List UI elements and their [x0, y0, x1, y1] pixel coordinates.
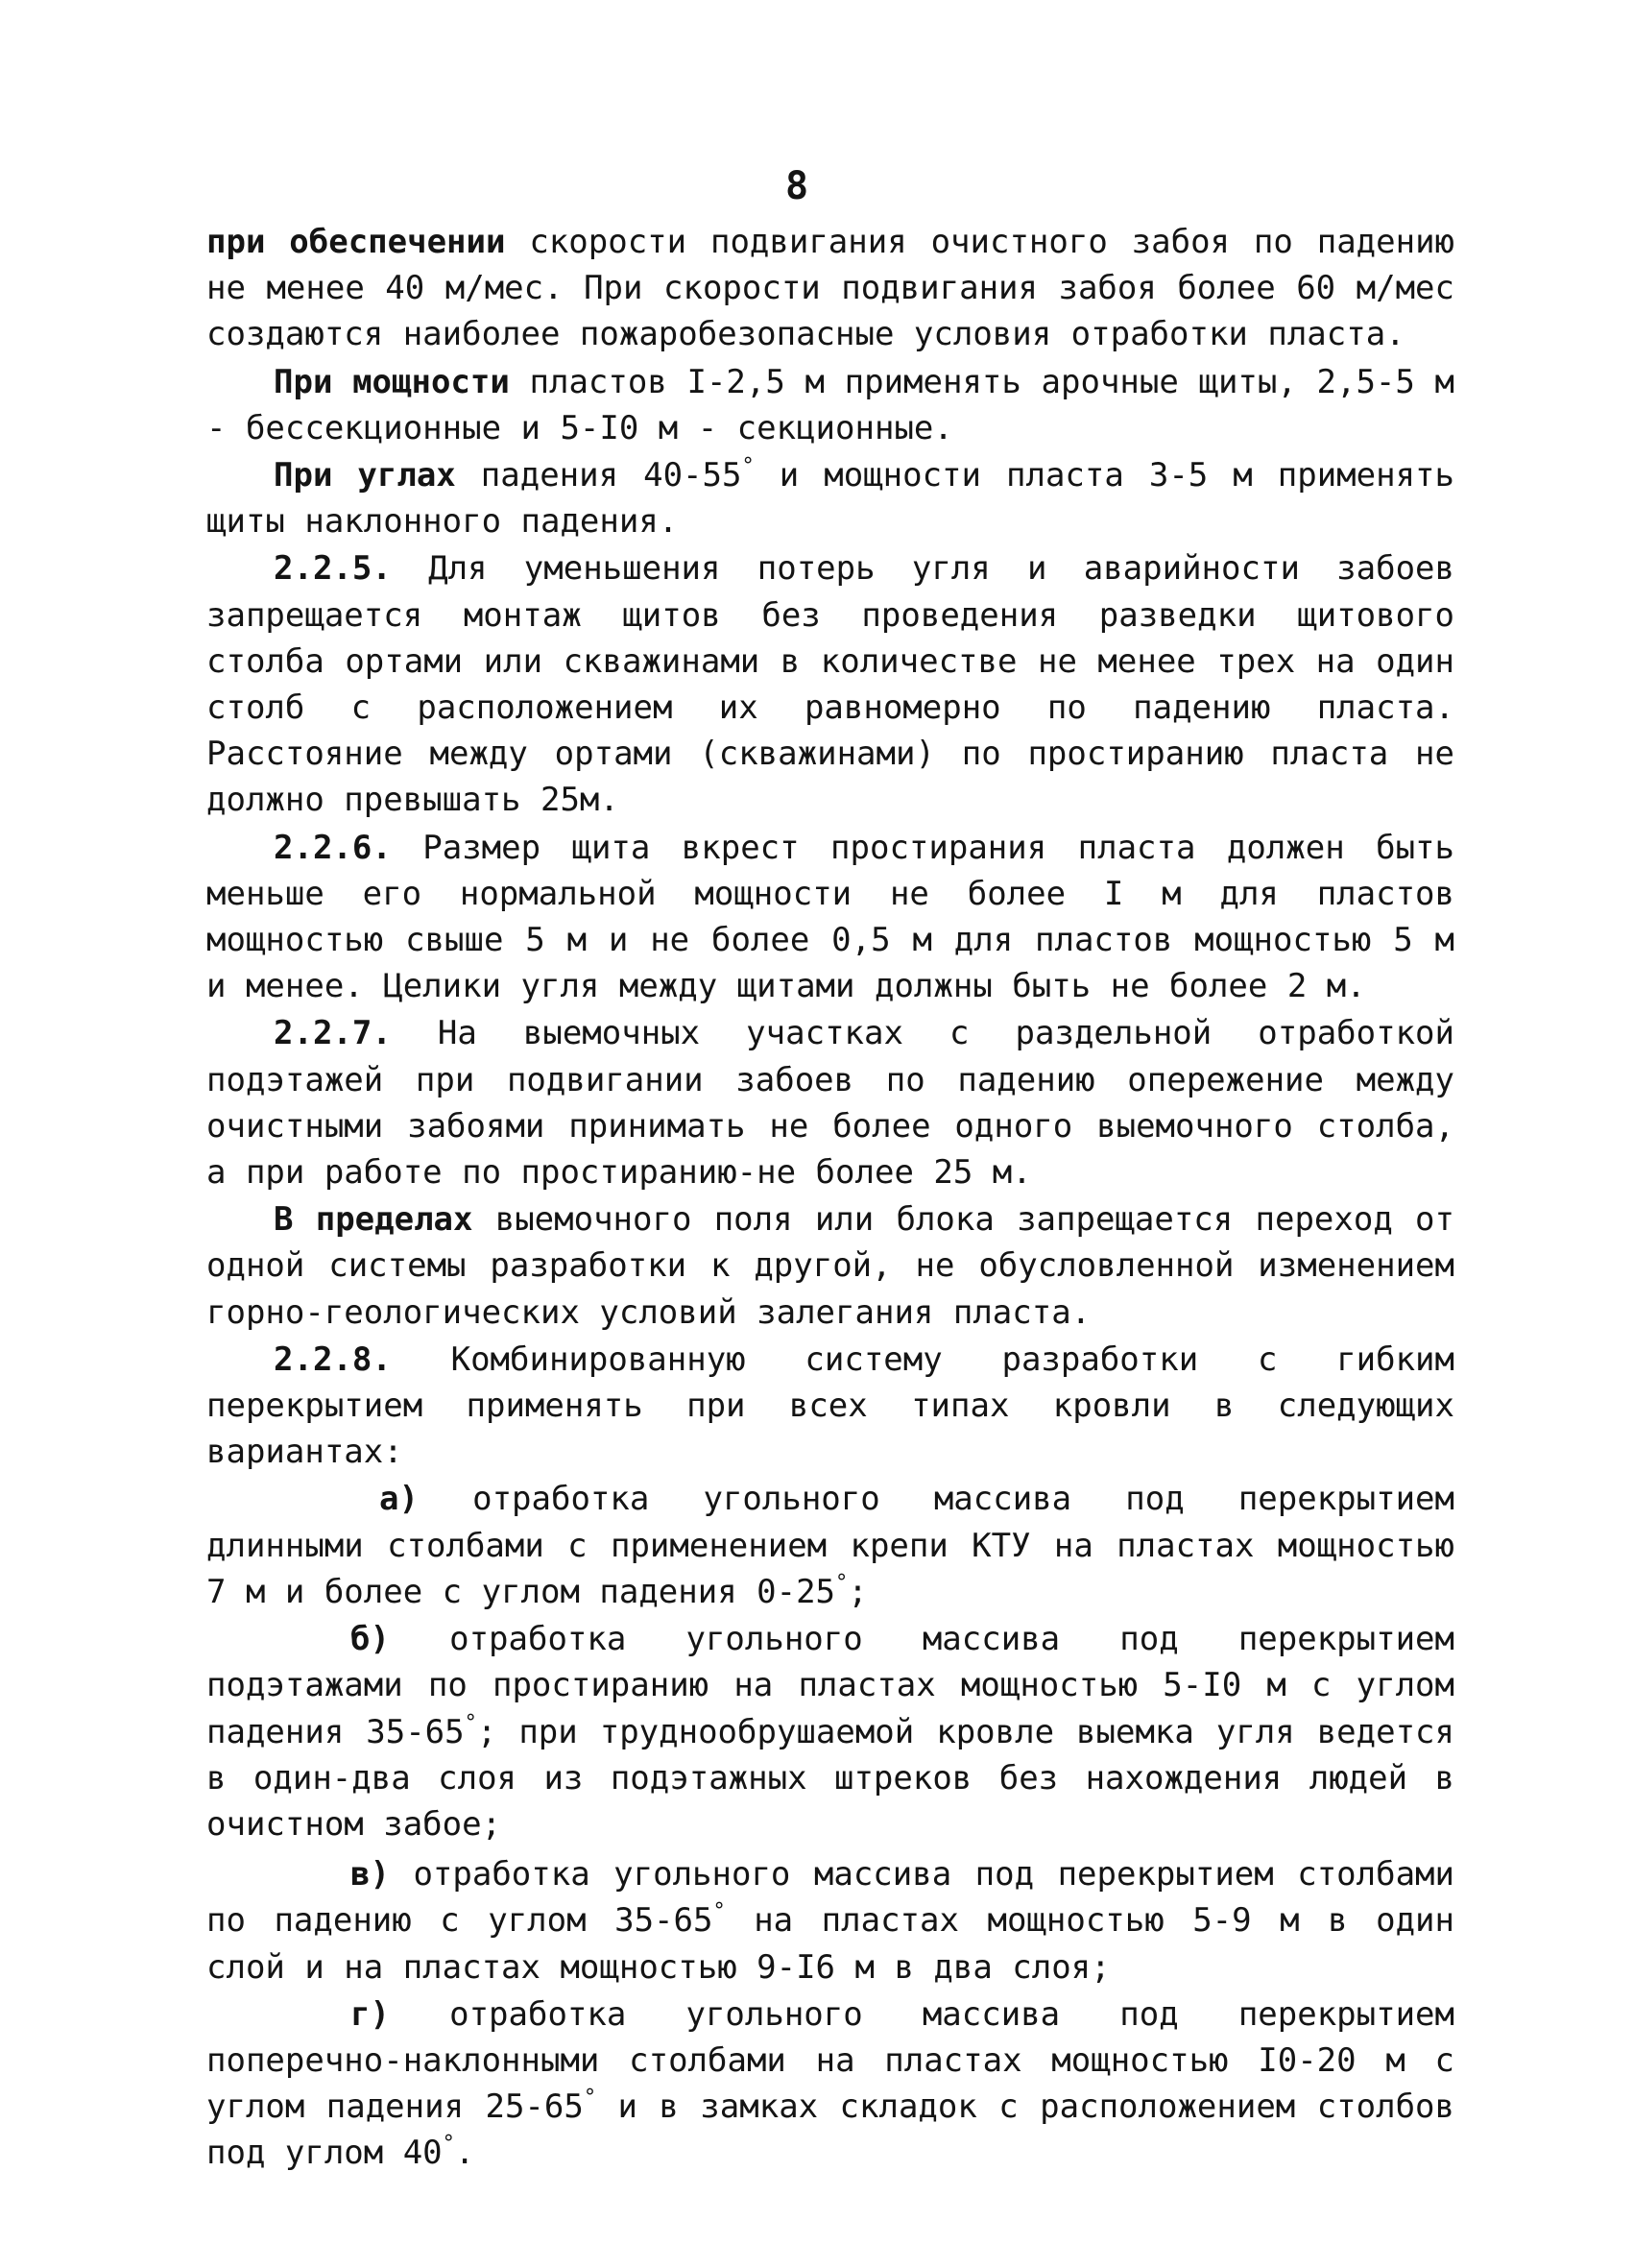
list-item-text: отработка угольного массива под перекрытием подэтажами по простиранию на пластах мощностью 5-I0 м с углом падения 35-65°; при труднообрушаемой кровле выемка угля ведется в один-два слоя из подэтажных штреков без нахождения людей в очистном забое; [206, 1620, 1454, 1844]
section-number: 2.2.5. [274, 549, 392, 589]
paragraph-text: Комбинированную систему разработки с гибким перекрытием применять при всех типах кровли в следующих вариантах: [206, 1339, 1454, 1472]
paragraph-system-change [206, 1196, 1454, 1336]
paragraph-text: скорости подвигания очистного забоя по падению не менее 40 м/мес. При скорости подвигания забоя более 60 м/мес создаются наиболее пожаробезопасные условия отработки пласта. [206, 223, 1455, 354]
section-number: 2.2.7. [274, 1014, 392, 1053]
degree-mark: ° [442, 2132, 455, 2157]
degree-mark: ° [741, 454, 755, 479]
list-item-text: отработка угольного массива под перекрытием поперечно-наклонными столбами на пластах мощностью I0-20 м с углом падения 25-65° и в замках складок с расположением столбов под углом 40°. [206, 1994, 1454, 2173]
list-item-v [206, 1851, 1454, 1991]
degree-mark: ° [835, 1570, 849, 1595]
paragraph-lead: При мощности [274, 362, 510, 401]
paragraph-2-2-6 [206, 825, 1454, 1010]
section-number: 2.2.8. [274, 1339, 392, 1379]
paragraph-2-2-7 [206, 1010, 1454, 1195]
paragraph-lead: При углах [274, 456, 456, 495]
paragraph-speed [206, 219, 1454, 358]
degree-mark: ° [712, 1899, 726, 1924]
paragraph-lead: В пределах [274, 1200, 473, 1240]
list-item-a [206, 1476, 1454, 1615]
paragraph-text: падения 40-55° и мощности пласта 3-5 м применять щиты наклонного падения. [206, 454, 1454, 542]
section-number: 2.2.6. [274, 828, 392, 867]
list-marker: а) [379, 1480, 419, 1519]
paragraph-text: Для уменьшения потерь угля и аварийности забоев запрещается монтаж щитов без проведения разведки щитового столба ортами или скважинами в количестве не менее трех на один столб с расположением их равномерно по падению пласта. Расстояние между ортами (скважинами) по простиранию пласта не должно превышать 25м. [206, 549, 1454, 820]
paragraph-text: пластов I-2,5 м применять арочные щиты, 2,5-5 м - бессекционные и 5-I0 м - секционные. [206, 362, 1455, 447]
paragraph-shield-types [206, 359, 1454, 451]
paragraph-inclined-shields [206, 452, 1454, 544]
list-marker: г) [350, 1994, 390, 2034]
list-item-text: отработка угольного массива под перекрытием столбами по падению с углом 35-65° на пластах мощностью 5-9 м в один слой и на пластах мощностью 9-I6 м в два слоя; [206, 1855, 1454, 1987]
paragraph-lead: при обеспечении [206, 223, 506, 261]
paragraph-text: выемочного поля или блока запрещается переход от одной системы разработки к другой, не обусловленной изменением горно-геологических условий залегания пласта. [206, 1200, 1454, 1332]
page-number: 8 [784, 164, 809, 208]
paragraph-2-2-5 [206, 545, 1454, 823]
paragraph-2-2-8 [206, 1337, 1454, 1476]
list-marker: б) [350, 1620, 390, 1659]
body-text [206, 219, 1454, 2178]
paragraph-text: Размер щита вкрест простирания пласта должен быть меньше его нормальной мощности не более I м для пластов мощностью свыше 5 м и не более 0,5 м для пластов мощностью 5 м и менее. Целики угля между щитами должны быть не более 2 м. [206, 828, 1454, 1006]
list-item-g [206, 1991, 1454, 2177]
list-marker: в) [350, 1855, 390, 1894]
list-item-text: отработка угольного массива под перекрытием длинными столбами с применением крепи КТУ на пластах мощностью 7 м и более с углом падения 0-25°; [206, 1480, 1454, 1611]
degree-mark: ° [464, 1710, 477, 1735]
degree-mark: ° [583, 2086, 597, 2111]
list-item-b [206, 1616, 1454, 1847]
paragraph-text: На выемочных участках с раздельной отработкой подэтажей при подвигании забоев по падению опережение между очистными забоями принимать не более одного выемочного столба, а при работе по простиранию-не более 25 м. [206, 1014, 1454, 1193]
